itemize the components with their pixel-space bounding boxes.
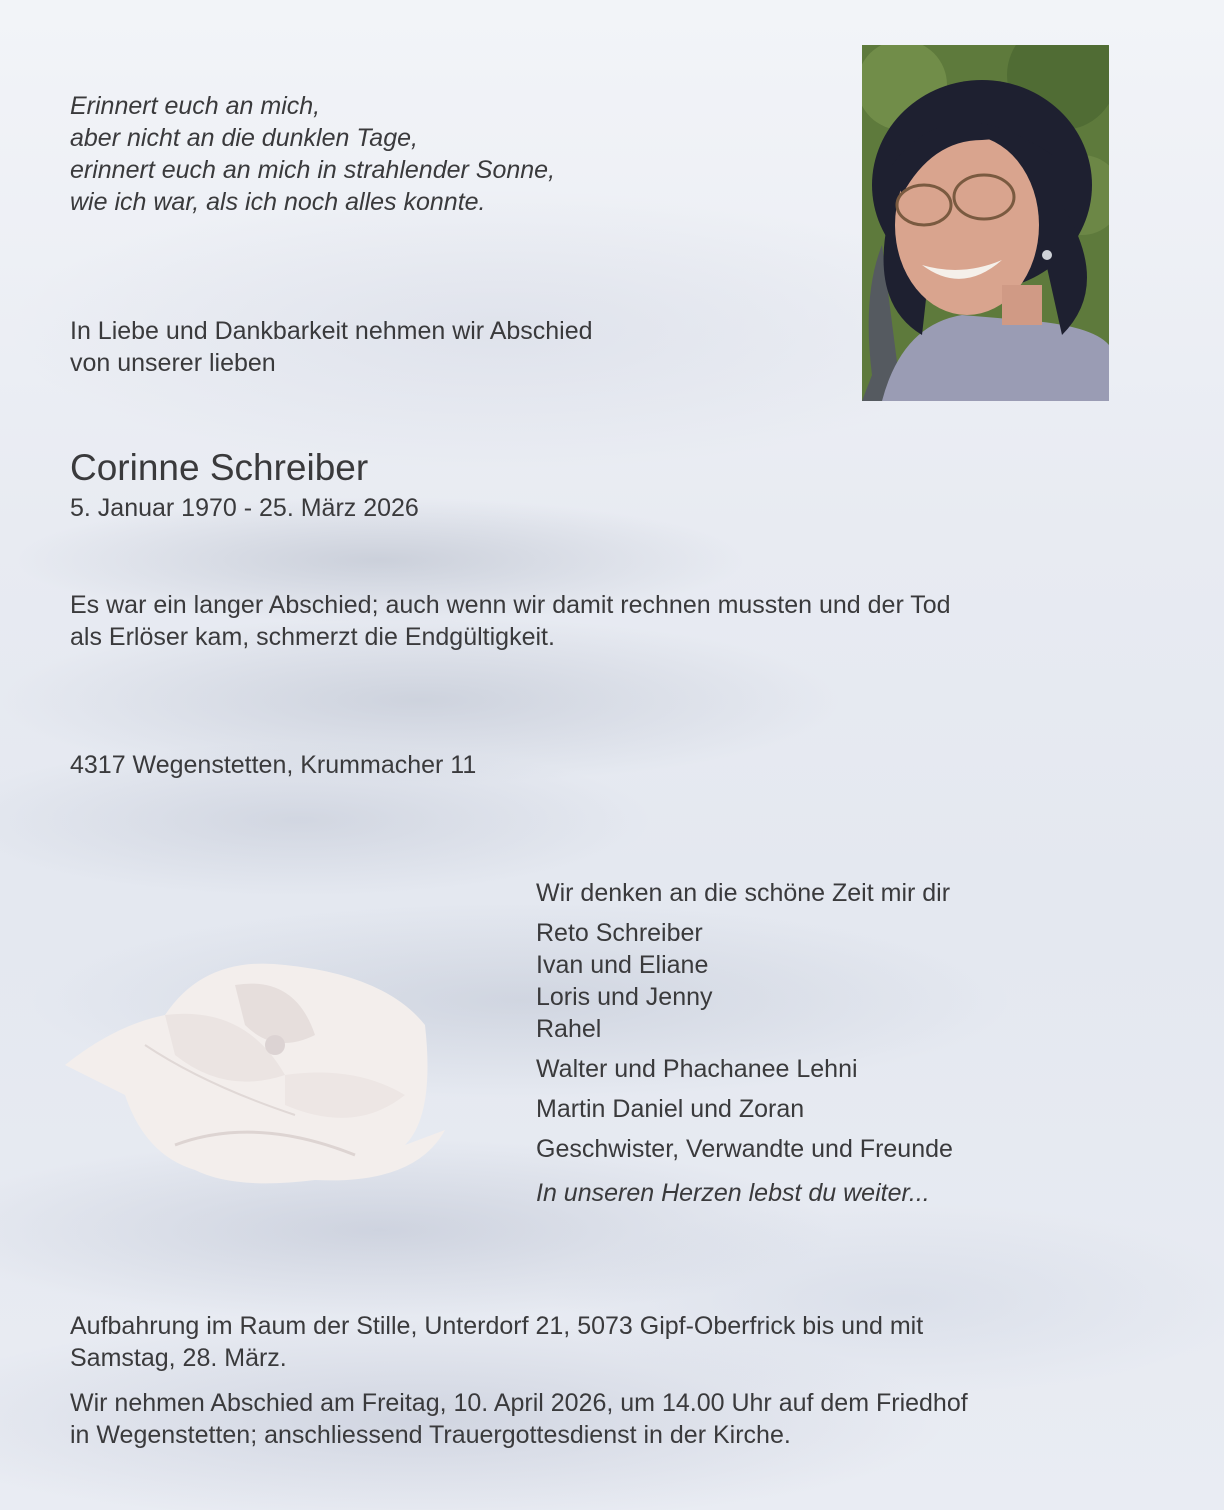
intro-line: von unserer lieben: [70, 349, 276, 377]
family-member: Loris und Jenny: [536, 983, 713, 1011]
family-heading: Wir denken an die schöne Zeit mir dir: [536, 879, 951, 907]
poem-line: wie ich war, als ich noch alles konnte.: [70, 188, 486, 216]
family-member: Martin Daniel und Zoran: [536, 1095, 805, 1123]
portrait-illustration: [862, 45, 1109, 401]
family-section: [536, 877, 953, 1209]
farewell-message: [70, 589, 1150, 653]
life-dates: 5. Januar 1970 - 25. März 2026: [70, 494, 419, 522]
poem-line: aber nicht an die dunklen Tage,: [70, 124, 418, 152]
family-member: Reto Schreiber: [536, 919, 703, 947]
memorial-poem: [70, 90, 555, 218]
portrait-photo: [862, 45, 1109, 401]
family-member: Walter und Phachanee Lehni: [536, 1055, 858, 1083]
viewing-info: [70, 1310, 1150, 1374]
intro-line: In Liebe und Dankbarkeit nehmen wir Abschied: [70, 317, 593, 345]
message-line: als Erlöser kam, schmerzt die Endgültigkeit.: [70, 623, 555, 651]
family-member: Rahel: [536, 1015, 602, 1043]
viewing-line: Aufbahrung im Raum der Stille, Unterdorf 21, 5073 Gipf-Oberfrick bis und mit: [70, 1312, 924, 1340]
service-line: Wir nehmen Abschied am Freitag, 10. April 2026, um 14.00 Uhr auf dem Friedhof: [70, 1389, 968, 1417]
poem-line: Erinnert euch an mich,: [70, 92, 321, 120]
white-rose-image: [55, 945, 450, 1190]
family-member: Ivan und Eliane: [536, 951, 709, 979]
service-info: [70, 1387, 1150, 1451]
service-line: in Wegenstetten; anschliessend Trauergottesdienst in der Kirche.: [70, 1421, 791, 1449]
message-line: Es war ein langer Abschied; auch wenn wir damit rechnen mussten und der Tod: [70, 591, 951, 619]
viewing-line: Samstag, 28. März.: [70, 1344, 287, 1372]
family-member: Geschwister, Verwandte und Freunde: [536, 1135, 953, 1163]
deceased-name: Corinne Schreiber: [70, 447, 369, 488]
family-closing: In unseren Herzen lebst du weiter...: [536, 1179, 930, 1207]
home-address: 4317 Wegenstetten, Krummacher 11: [70, 751, 477, 779]
farewell-intro: [70, 315, 593, 379]
poem-line: erinnert euch an mich in strahlender Sonne,: [70, 156, 556, 184]
